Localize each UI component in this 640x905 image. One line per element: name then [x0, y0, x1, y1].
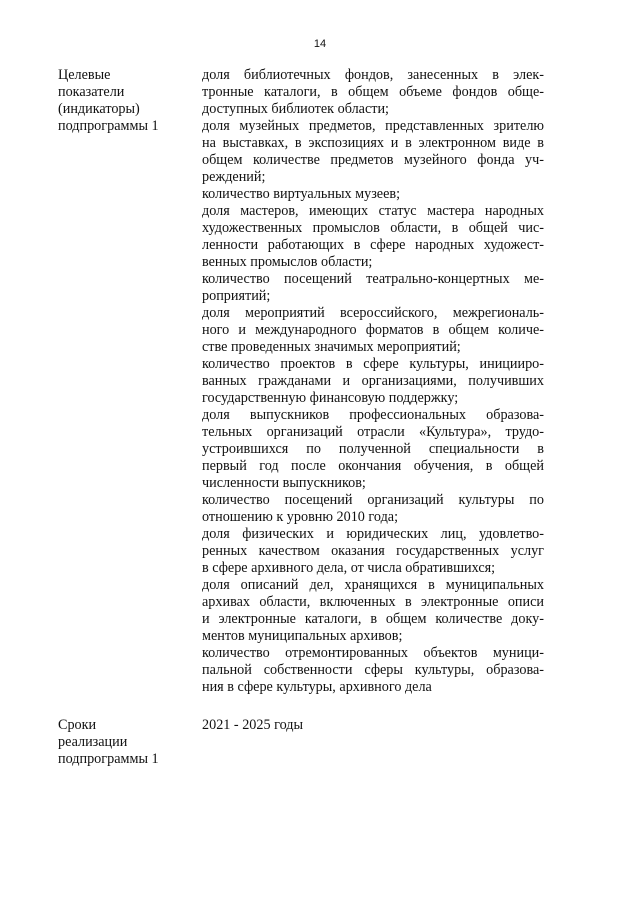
indicator-line: стве проведенных значимых мероприятий; [202, 339, 461, 355]
label-line: реализации [58, 734, 128, 750]
indicator-line: ментов муниципальных архивов; [202, 628, 403, 644]
indicator-line: ренных качеством оказания государственных услуг [202, 543, 544, 559]
label-line: Целевые [58, 67, 111, 83]
indicator-line: ного и международного форматов в общем количе- [202, 322, 544, 338]
indicator-item [202, 356, 544, 407]
indicator-line: ленности работающих в сфере народных художест- [202, 237, 544, 253]
indicator-item [202, 645, 544, 696]
indicator-line: доля физических и юридических лиц, удовлетво- [202, 526, 544, 542]
indicator-item [202, 492, 544, 526]
label-line: (индикаторы) [58, 101, 140, 117]
row-content-target-indicators [202, 67, 544, 696]
indicator-line: численности выпускников; [202, 475, 366, 491]
indicator-line: художественных промыслов области, в общей чис- [202, 220, 544, 236]
indicator-line: тельных организаций отрасли «Культура», трудо- [202, 424, 544, 440]
row-label-implementation-period [58, 717, 188, 768]
row-label-target-indicators [58, 67, 188, 135]
indicator-line: ванных гражданами и организациями, получивших [202, 373, 544, 389]
indicator-line: пальной собственности сферы культуры, образова- [202, 662, 544, 678]
indicator-item [202, 67, 544, 118]
indicator-line: количество посещений театрально-концертных ме- [202, 271, 544, 287]
indicator-line: количество проектов в сфере культуры, инициирo- [202, 356, 544, 372]
indicator-line: отношению к уровню 2010 года; [202, 509, 399, 525]
indicator-line: первый год после окончания обучения, в общей [202, 458, 544, 474]
indicator-item [202, 305, 544, 356]
indicator-line: архивах области, включенных в электронные описи [202, 594, 544, 610]
indicator-item [202, 407, 544, 492]
indicator-line: ния в сфере культуры, архивного дела [202, 679, 432, 695]
indicator-line: государственную финансовую поддержку; [202, 390, 459, 406]
row-content-implementation-period [202, 717, 544, 734]
indicator-item [202, 526, 544, 577]
indicator-item [202, 203, 544, 271]
page-number: 14 [313, 38, 327, 50]
indicator-line: тронные каталоги, в общем объеме фондов обще- [202, 84, 544, 100]
indicator-line: венных промыслов области; [202, 254, 373, 270]
indicator-line: на выставках, в экспозициях и в электронном виде в [202, 135, 544, 151]
indicator-line: реждений; [202, 169, 266, 185]
indicator-item [202, 577, 544, 645]
indicator-line: доля мероприятий всероссийского, межрегиональ- [202, 305, 544, 321]
label-line: Сроки [58, 717, 97, 733]
indicator-line: доступных библиотек области; [202, 101, 389, 117]
indicator-line: количество виртуальных музеев; [202, 186, 401, 202]
indicator-line: доля музейных предметов, представленных зрителю [202, 118, 544, 134]
indicator-line: и электронные каталоги, в общем количестве доку- [202, 611, 544, 627]
indicator-line: устроившихся по полученной специальности в [202, 441, 544, 457]
indicator-line: общем количестве предметов музейного фонда уч- [202, 152, 544, 168]
indicator-line: доля библиотечных фондов, занесенных в элек- [202, 67, 544, 83]
label-line: подпрограммы 1 [58, 751, 159, 767]
indicator-line: роприятий; [202, 288, 271, 304]
indicator-line: доля выпускников профессиональных образова- [202, 407, 544, 423]
indicator-item [202, 717, 544, 734]
indicator-line: количество отремонтированных объектов муници- [202, 645, 544, 661]
indicator-line: доля описаний дел, хранящихся в муниципальных [202, 577, 544, 593]
indicator-line: количество посещений организаций культуры по [202, 492, 544, 508]
indicator-item [202, 271, 544, 305]
indicator-line: доля мастеров, имеющих статус мастера народных [202, 203, 544, 219]
indicator-line: 2021 - 2025 годы [202, 717, 304, 733]
indicator-line: в сфере архивного дела, от числа обратившихся; [202, 560, 496, 576]
indicator-item [202, 186, 544, 203]
label-line: показатели [58, 84, 125, 100]
label-line: подпрограммы 1 [58, 118, 159, 134]
indicator-item [202, 118, 544, 186]
